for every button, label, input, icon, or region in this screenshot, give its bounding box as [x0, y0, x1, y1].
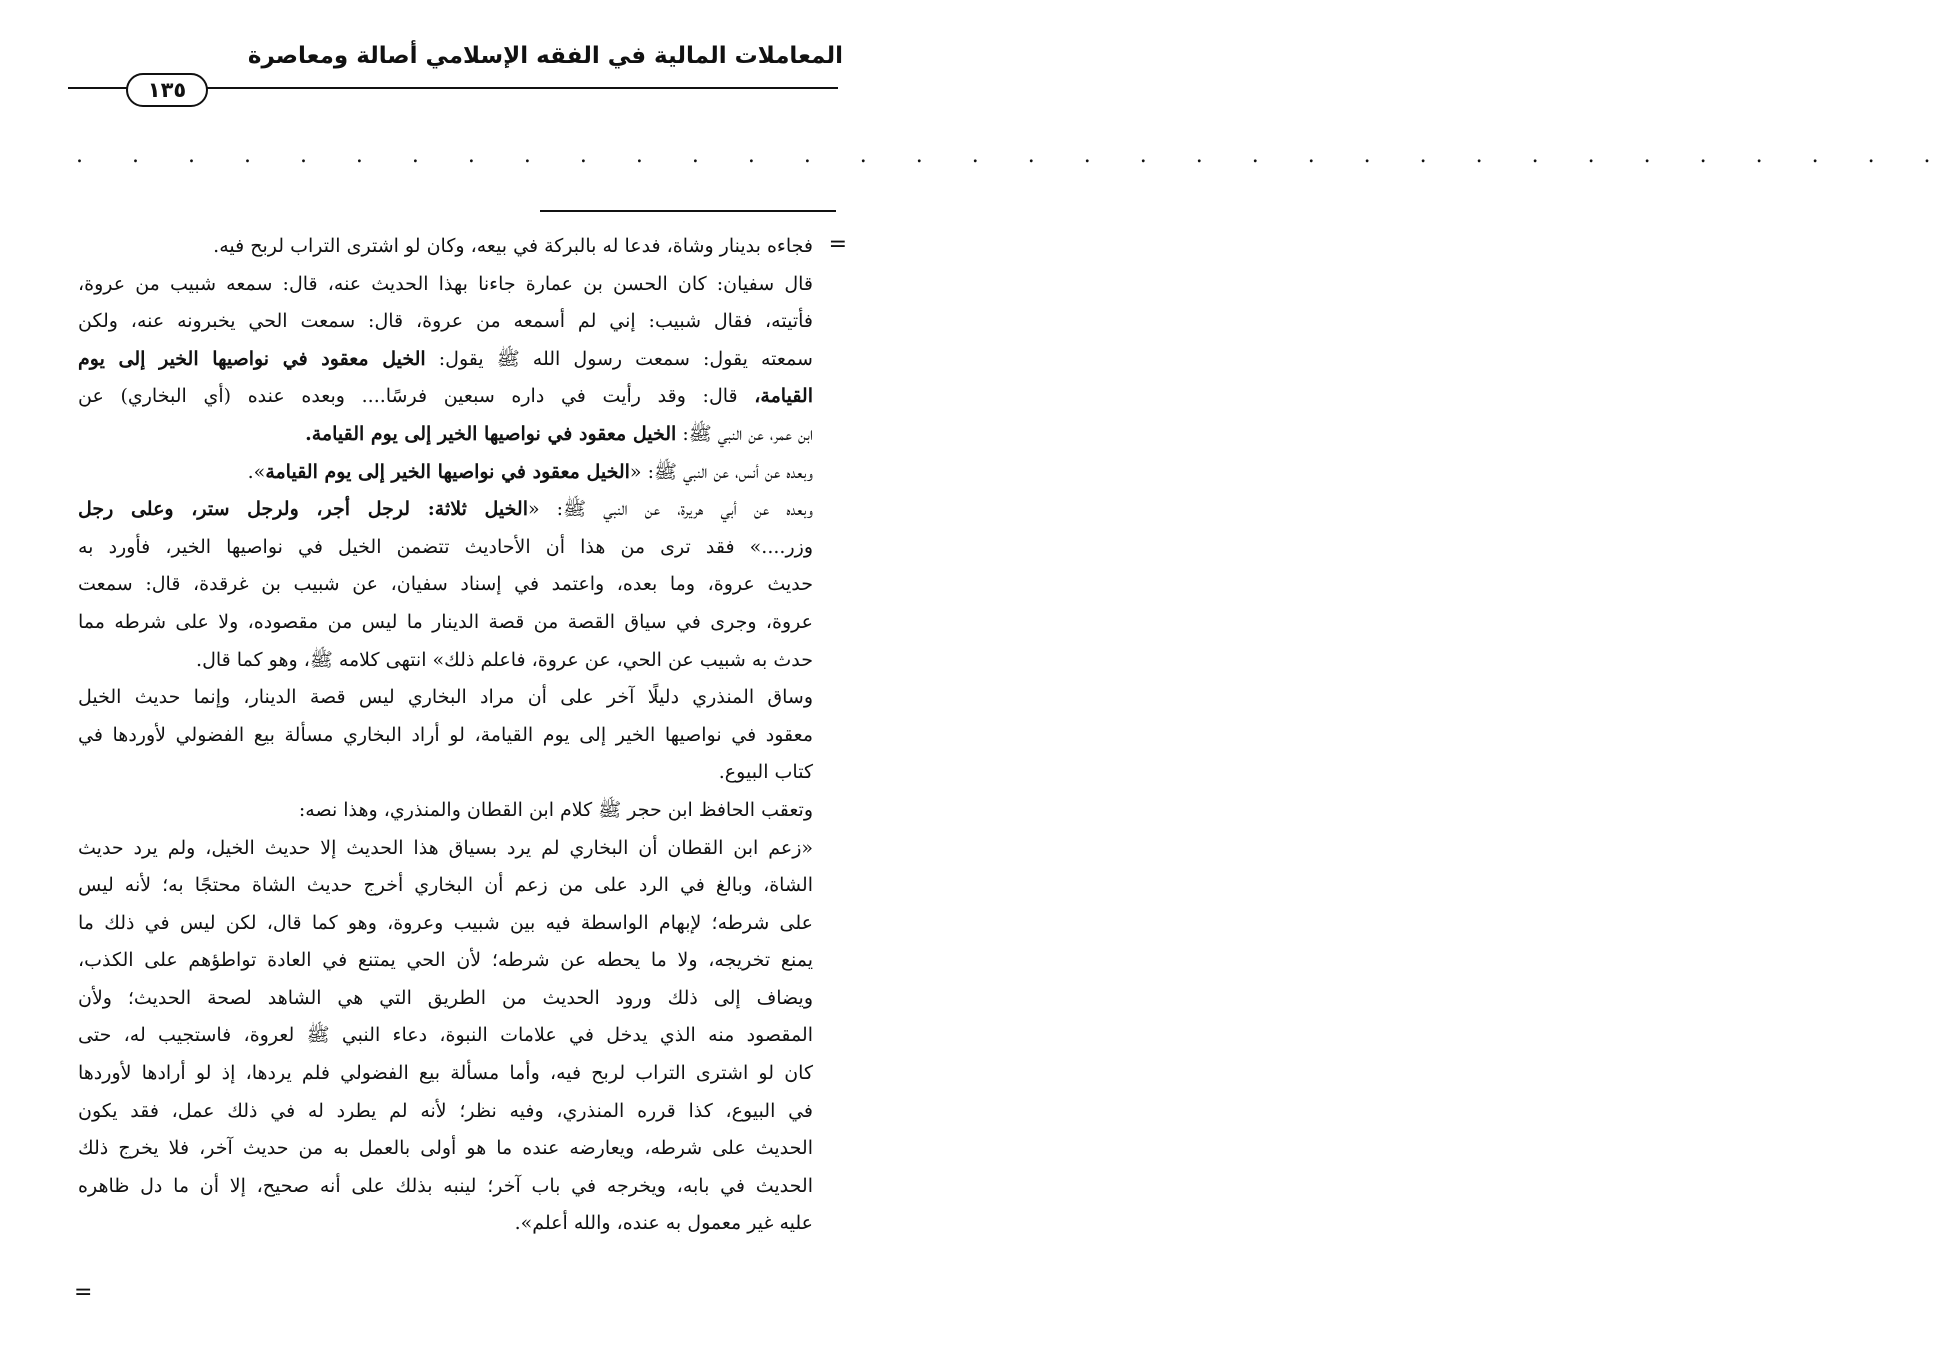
line-text: عروة، وجرى في سياق القصة من قصة الدينار ما ليس من مقصوده، ولا على شرطه مما — [78, 610, 813, 633]
text-line — [78, 566, 813, 604]
text-line — [78, 830, 813, 868]
text-line — [78, 228, 813, 266]
line-trailing-text: ». — [247, 460, 266, 483]
line-text: سمعته يقول: سمعت رسول الله ﷺ يقول: — [425, 347, 813, 370]
line-text: حدث به شبيب عن الحي، عن عروة، فاعلم ذلك» انتهى كلامه ﷺ، وهو كما قال. — [196, 648, 813, 671]
text-line — [78, 416, 813, 454]
line-text: ويضاف إلى ذلك ورود الحديث من الطريق التي هي الشاهد لصحة الحديث؛ ولأن — [78, 986, 813, 1009]
text-line — [78, 378, 813, 416]
line-text: كان لو اشترى التراب لربح فيه، وأما مسألة بيع الفضولي فلم يردها، إذ لو أرادها لأوردها — [78, 1062, 814, 1085]
line-text: المقصود منه الذي يدخل في علامات النبوة، دعاء النبي ﷺ لعروة، فاستجيب له، حتى — [78, 1024, 813, 1047]
line-text: عليه غير معمول به عنده، والله أعلم». — [514, 1212, 813, 1235]
footnote-rule — [540, 210, 836, 212]
text-line — [78, 529, 813, 567]
line-bold-text: الخيل معقود في نواصيها الخير إلى يوم القيامة — [265, 460, 630, 483]
line-text: حديث عروة، وما بعده، واعتمد في إسناد سفيان، عن شبيب بن غرقدة، قال: سمعت — [78, 573, 813, 596]
continuation-mark-top: = — [828, 232, 847, 257]
line-bold-text: الخيل معقود في نواصيها الخير إلى يوم — [78, 347, 426, 370]
line-text: يمنع تخريجه، ولا ما يحطه عن شرطه؛ لأن الحي يمتنع في العادة تواطؤهم على الكذب، — [78, 949, 813, 972]
text-line — [78, 491, 813, 529]
line-text: وساق المنذري دليلًا آخر على أن مراد البخاري ليس قصة الدينار، وإنما حديث الخيل — [78, 686, 813, 709]
line-text: معقود في نواصيها الخير إلى يوم القيامة، لو أراد البخاري مسألة بيع الفضولي لأوردها في — [78, 723, 813, 746]
text-line — [78, 942, 813, 980]
text-line — [78, 1168, 813, 1206]
line-text: في البيوع، كذا قرره المنذري، وفيه نظر؛ لأنه لم يطرد له في ذلك عمل، فقد يكون — [78, 1099, 813, 1122]
line-text: الشاة، وبالغ في الرد على من زعم أن البخاري أخرج حديث الشاة محتجًا به؛ لأنه ليس — [78, 874, 813, 897]
line-text: الحديث على شرطه، ويعارضه عنده ما هو أولى بالعمل به من حديث آخر، فلا يخرج ذلك — [78, 1137, 813, 1160]
page-number: ١٣٥ — [126, 73, 208, 107]
text-line — [78, 1205, 813, 1243]
text-line — [78, 717, 813, 755]
text-line — [78, 792, 813, 830]
text-line — [78, 454, 813, 492]
line-text: على شرطه؛ لإبهام الواسطة فيه بين شبيب وعروة، وهو كما قال، لكن ليس في ذلك ما — [78, 911, 813, 934]
text-line — [78, 1055, 813, 1093]
footnote-body — [78, 228, 813, 1243]
omission-dots: . . . . . . . . . . . . . . . . . . . . . . . . . . . . . . . . . . — [76, 143, 1952, 168]
line-text: وبعده عن أنس، عن النبي ﷺ: « — [629, 460, 813, 483]
text-line — [78, 867, 813, 905]
text-line — [78, 266, 813, 304]
line-text: وتعقب الحافظ ابن حجر ﷺ كلام ابن القطان والمنذري، وهذا نصه: — [298, 798, 813, 821]
text-line — [78, 1093, 813, 1131]
text-line — [78, 905, 813, 943]
line-trailing-text: قال: وقد رأيت في داره سبعين فرسًا.... وبعده عنده (أي البخاري) عن — [78, 385, 755, 408]
line-text: فجاءه بدينار وشاة، فدعا له بالبركة في بيعه، وكان لو اشترى التراب لربح فيه. — [213, 235, 813, 257]
line-text: ابن عمر، عن النبي ﷺ: — [676, 422, 813, 445]
running-title: المعاملات المالية في الفقه الإسلامي أصالة ومعاصرة — [247, 43, 843, 69]
text-line — [78, 604, 813, 642]
line-text: وبعده عن أبي هريرة، عن النبي ﷺ: « — [527, 498, 813, 521]
line-text: كتاب البيوع. — [718, 761, 813, 784]
line-bold-text: الخيل ثلاثة: لرجل أجر، ولرجل ستر، وعلى رجل — [78, 498, 528, 521]
text-line — [78, 303, 813, 341]
text-line — [78, 980, 813, 1018]
line-bold-text: القيامة، — [754, 385, 813, 408]
line-text: «زعم ابن القطان أن البخاري لم يرد بسياق هذا الحديث إلا حديث الخيل، ولم يرد حديث — [78, 836, 813, 859]
continuation-mark-bottom: = — [74, 1280, 93, 1305]
line-text: فأتيته، فقال شبيب: إني لم أسمعه من عروة، قال: سمعت الحي يخبرونه عنه، ولكن — [78, 310, 813, 333]
line-bold-text: الخيل معقود في نواصيها الخير إلى يوم القيامة. — [305, 422, 677, 445]
text-line — [78, 1130, 813, 1168]
line-text: قال سفيان: كان الحسن بن عمارة جاءنا بهذا الحديث عنه، قال: سمعه شبيب من عروة، — [78, 272, 813, 295]
text-line — [78, 341, 813, 379]
text-line — [78, 679, 813, 717]
text-line — [78, 754, 813, 792]
text-line — [78, 1017, 813, 1055]
line-text: وزر....» فقد ترى من هذا أن الأحاديث تتضمن الخيل في نواصيها الخير، فأورد به — [78, 535, 813, 558]
text-line — [78, 642, 813, 680]
line-text: الحديث في بابه، ويخرجه في باب آخر؛ لينبه بذلك على أنه صحيح، إلا أن ما دل ظاهره — [78, 1174, 813, 1197]
